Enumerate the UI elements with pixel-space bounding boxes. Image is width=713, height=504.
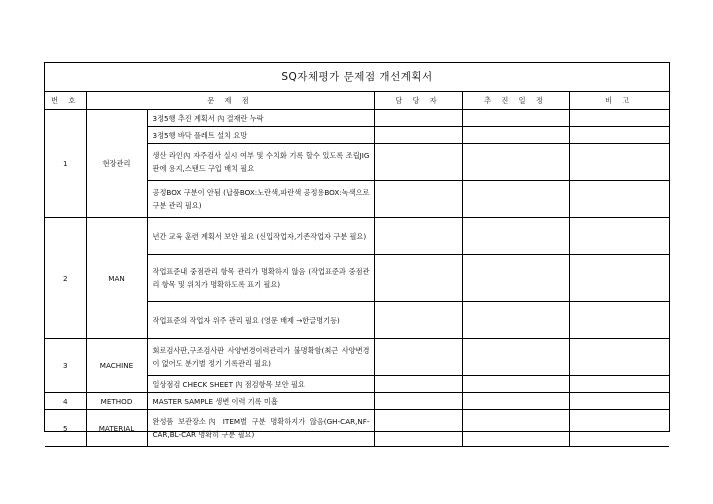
row-number: 4 xyxy=(45,393,86,410)
schedule-cell[interactable] xyxy=(462,181,569,218)
schedule-cell[interactable] xyxy=(462,110,569,127)
schedule-cell[interactable] xyxy=(462,144,569,181)
header-problem: 문 제 점 xyxy=(86,92,374,110)
schedule-cell[interactable] xyxy=(462,393,569,410)
problem-cell: 완성품 보관장소內 ITEM별 구분 명확하지가 않음(GH-CAR,NF-CAR,BL-CAR 명확히 구분 필요) xyxy=(147,410,374,447)
table-row xyxy=(45,393,669,410)
owner-cell[interactable] xyxy=(374,255,462,302)
problem-cell: 3정5행 바닥 플레트 설치 요망 xyxy=(147,127,374,144)
problem-cell: 일상점검 CHECK SHEET 內 점검항목 보안 필요 xyxy=(147,376,374,393)
row-number: 2 xyxy=(45,218,86,339)
owner-cell[interactable] xyxy=(374,127,462,144)
schedule-cell[interactable] xyxy=(462,410,569,447)
owner-cell[interactable] xyxy=(374,181,462,218)
category-cell: MAN xyxy=(86,218,147,339)
remark-cell[interactable] xyxy=(569,410,669,447)
header-owner: 담 당 자 xyxy=(374,92,462,110)
owner-cell[interactable] xyxy=(374,393,462,410)
row-number: 1 xyxy=(45,110,86,218)
owner-cell[interactable] xyxy=(374,410,462,447)
remark-cell[interactable] xyxy=(569,181,669,218)
remark-cell[interactable] xyxy=(569,255,669,302)
header-schedule: 추 진 일 정 xyxy=(462,92,569,110)
table-row xyxy=(45,110,669,127)
table-row xyxy=(45,410,669,447)
header-no: 번 호 xyxy=(45,92,86,110)
problem-cell: 공정BOX 구분이 안됨 (납품BOX:노란색,파란색 공정용BOX:녹색으로 구분 관리 필요) xyxy=(147,181,374,218)
remark-cell[interactable] xyxy=(569,393,669,410)
schedule-cell[interactable] xyxy=(462,127,569,144)
form-title: SQ자체평가 문제점 개선계획서 xyxy=(45,63,669,92)
remark-cell[interactable] xyxy=(569,127,669,144)
owner-cell[interactable] xyxy=(374,218,462,255)
schedule-cell[interactable] xyxy=(462,218,569,255)
problem-cell: 작업표준내 중점관리 항목 관리가 명확하지 않음 (작업표준과 중점관리 항목 및 위치가 명확하도록 표기 필요) xyxy=(147,255,374,302)
schedule-cell[interactable] xyxy=(462,302,569,339)
header-row xyxy=(45,92,669,110)
owner-cell[interactable] xyxy=(374,110,462,127)
category-cell: MACHINE xyxy=(86,339,147,393)
problem-cell: 작업표준의 작업자 위주 관리 필요 (영문 배제 →한글명기등) xyxy=(147,302,374,339)
schedule-cell[interactable] xyxy=(462,255,569,302)
improvement-plan-form xyxy=(44,62,670,439)
header-remark: 비 고 xyxy=(569,92,669,110)
problem-cell: 3정5행 추진 계획서 內 결재란 누락 xyxy=(147,110,374,127)
problem-cell: 생산 라인內 자주검사 실시 여부 및 수치화 기록 할수 있도록 조립JIG판에 용지,스탠드 구입 배치 필요 xyxy=(147,144,374,181)
owner-cell[interactable] xyxy=(374,144,462,181)
problem-cell: 년간 교육 훈련 계획서 보안 필요 (신입작업자,기존작업자 구분 필요) xyxy=(147,218,374,255)
remark-cell[interactable] xyxy=(569,376,669,393)
category-cell: MATERIAL xyxy=(86,410,147,447)
category-cell: METHOD xyxy=(86,393,147,410)
owner-cell[interactable] xyxy=(374,339,462,376)
table-row xyxy=(45,218,669,255)
remark-cell[interactable] xyxy=(569,110,669,127)
problem-cell: MASTER SAMPLE 생변 이력 기록 미흡 xyxy=(147,393,374,410)
plan-table xyxy=(45,92,669,447)
problem-cell: 회로검사판,구조검사판 사양변경이력관리가 불명확함(최근 사양변경이 없어도 분기별 정기 기록관리 필요) xyxy=(147,339,374,376)
table-row xyxy=(45,339,669,376)
schedule-cell[interactable] xyxy=(462,376,569,393)
owner-cell[interactable] xyxy=(374,302,462,339)
owner-cell[interactable] xyxy=(374,376,462,393)
remark-cell[interactable] xyxy=(569,302,669,339)
schedule-cell[interactable] xyxy=(462,339,569,376)
remark-cell[interactable] xyxy=(569,339,669,376)
category-cell: 현장관리 xyxy=(86,110,147,218)
row-number: 3 xyxy=(45,339,86,393)
row-number: 5 xyxy=(45,410,86,447)
remark-cell[interactable] xyxy=(569,144,669,181)
remark-cell[interactable] xyxy=(569,218,669,255)
